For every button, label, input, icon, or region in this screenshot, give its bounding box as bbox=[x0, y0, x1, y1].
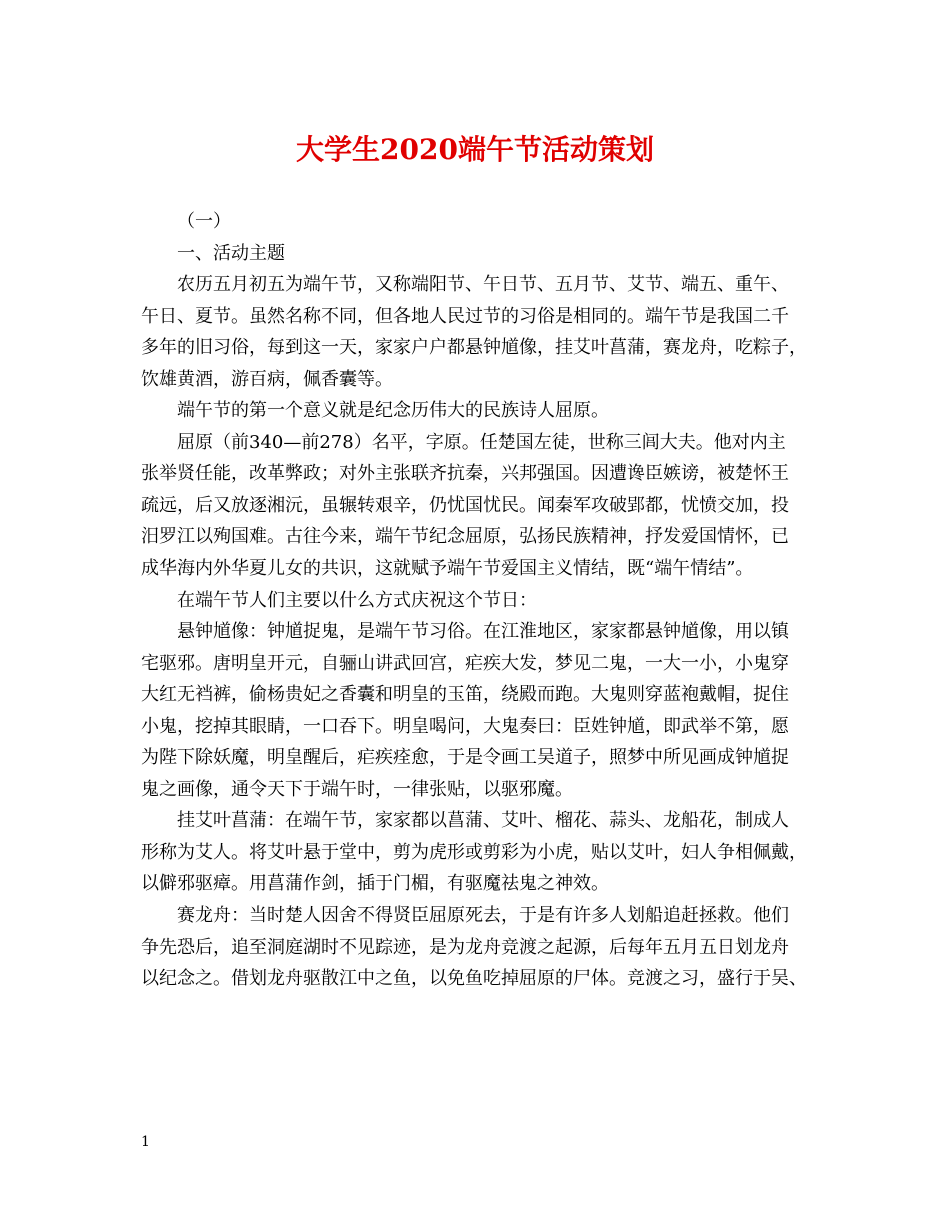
paragraph-line: 形称为艾人。将艾叶悬于堂中，剪为虎形或剪彩为小虎，贴以艾叶，妇人争相佩戴， bbox=[141, 841, 807, 863]
paragraph-line: 农历五月初五为端午节，又称端阳节、午日节、五月节、艾节、端五、重午、 bbox=[177, 274, 789, 296]
paragraph-line: 饮雄黄酒，游百病，佩香囊等。 bbox=[141, 368, 393, 390]
paragraph-line: 小鬼，挖掉其眼睛，一口吞下。明皇喝问，大鬼奏曰：臣姓钟馗，即武举不第，愿 bbox=[141, 715, 789, 737]
document-body bbox=[141, 206, 825, 995]
paragraph-line: 多年的旧习俗，每到这一天，家家户户都悬钟馗像，挂艾叶菖蒲，赛龙舟，吃粽子， bbox=[141, 337, 807, 359]
paragraph-line: 赛龙舟：当时楚人因舍不得贤臣屈原死去，于是有许多人划船追赶拯救。他们 bbox=[177, 905, 789, 927]
paragraph-line: 挂艾叶菖蒲：在端午节，家家都以菖蒲、艾叶、榴花、蒜头、龙船花，制成人 bbox=[177, 810, 789, 832]
paragraph-line: 屈原（前340—前278）名平，字原。任楚国左徒，世称三闾大夫。他对内主 bbox=[177, 431, 786, 453]
paragraph-line: 成华海内外华夏儿女的共识，这就赋予端午节爱国主义情结，既“端午情结”。 bbox=[141, 558, 754, 580]
paragraph-line: 鬼之画像，通令天下于端午时，一律张贴，以驱邪魔。 bbox=[141, 778, 573, 800]
paragraph-line: 张举贤任能，改革弊政；对外主张联齐抗秦，兴邦强国。因遭谗臣嫉谤，被楚怀王 bbox=[141, 463, 789, 485]
paragraph-line: 在端午节人们主要以什么方式庆祝这个节日： bbox=[177, 589, 537, 611]
section-marker: （一） bbox=[177, 211, 231, 232]
paragraph-line: 大红无裆裤，偷杨贵妃之香囊和明皇的玉笛，绕殿而跑。大鬼则穿蓝袍戴帽，捉住 bbox=[141, 684, 789, 706]
document-title: 大学生2020端午节活动策划 bbox=[296, 133, 654, 166]
paragraph-line: 宅驱邪。唐明皇开元，自骊山讲武回宫，疟疾大发，梦见二鬼，一大一小，小鬼穿 bbox=[141, 652, 789, 674]
paragraph-line: 疏远，后又放逐湘沅，虽辗转艰辛，仍忧国忧民。闻秦军攻破郢都，忧愤交加，投 bbox=[141, 494, 789, 516]
paragraph-line: 以纪念之。借划龙舟驱散江中之鱼，以免鱼吃掉屈原的尸体。竞渡之习，盛行于吴、 bbox=[141, 968, 807, 990]
page-number: 1 bbox=[141, 1134, 150, 1150]
paragraph-line: 午日、夏节。虽然名称不同，但各地人民过节的习俗是相同的。端午节是我国二千 bbox=[141, 305, 789, 327]
paragraph-line: 端午节的第一个意义就是纪念历伟大的民族诗人屈原。 bbox=[177, 400, 609, 422]
paragraph-line: 以僻邪驱瘴。用菖蒲作剑，插于门楣，有驱魔祛鬼之神效。 bbox=[141, 873, 609, 895]
paragraph-line: 争先恐后，追至洞庭湖时不见踪迹，是为龙舟竞渡之起源，后每年五月五日划龙舟 bbox=[141, 936, 789, 958]
paragraph-line: 悬钟馗像：钟馗捉鬼，是端午节习俗。在江淮地区，家家都悬钟馗像，用以镇 bbox=[177, 621, 789, 643]
paragraph-line: 为陛下除妖魔，明皇醒后，疟疾痊愈，于是令画工吴道子，照梦中所见画成钟馗捉 bbox=[141, 747, 789, 769]
section-heading: 一、活动主题 bbox=[177, 242, 285, 264]
paragraph-line: 汨罗江以殉国难。古往今来，端午节纪念屈原，弘扬民族精神，抒发爱国情怀，已 bbox=[141, 526, 789, 548]
